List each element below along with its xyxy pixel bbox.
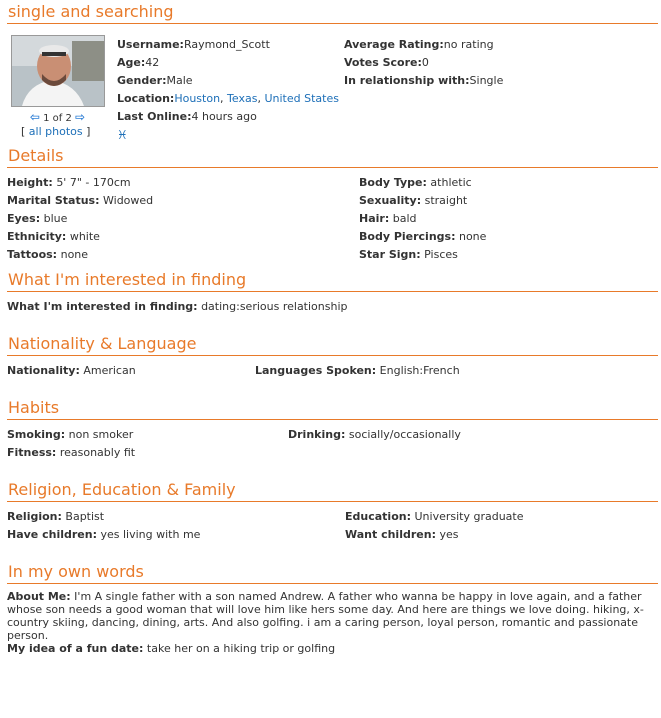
fun-date-label: My idea of a fun date:: [7, 642, 144, 655]
pager-text: 1 of 2: [43, 113, 72, 124]
education-label: Education:: [345, 510, 411, 523]
details-title: Details: [7, 144, 658, 168]
username-value: Raymond_Scott: [183, 38, 270, 51]
fitness-row: [7, 444, 135, 462]
location-label: Location:: [117, 92, 175, 105]
detail-label: Star Sign:: [359, 248, 421, 261]
about-me-value: I'm A single father with a son named Andrew. A father who wanna be happy in love again, and a father whose son needs a good woman that will love him like hers some day. And here are things we love doing. hiking, x-country skiing, dancing, dining, arts. And also golfing. i am a caring person, loyal person, romantic and passionate person.: [7, 590, 644, 642]
all-photos: [21, 125, 90, 138]
rating-value: no rating: [443, 38, 494, 51]
gender-value: Male: [166, 74, 193, 87]
detail-row: [359, 192, 486, 210]
detail-label: Eyes:: [7, 212, 41, 225]
detail-value: white: [69, 230, 100, 243]
detail-label: Sexuality:: [359, 194, 422, 207]
want-children-row: [345, 526, 524, 544]
pisces-icon[interactable]: ♓: [117, 128, 128, 142]
bracket-close: ]: [86, 125, 91, 138]
languages-label: Languages Spoken:: [255, 364, 377, 377]
last-online-value: 4 hours ago: [191, 110, 257, 123]
location-state-link[interactable]: Texas: [227, 92, 258, 105]
gender-row: [117, 72, 339, 90]
interested-row: [7, 298, 348, 316]
drinking-value: socially/occasionally: [348, 428, 461, 441]
profile-photo-image: [12, 36, 104, 106]
nationality-label: Nationality:: [7, 364, 80, 377]
rating-label: Average Rating:: [344, 38, 444, 51]
detail-value: none: [60, 248, 89, 261]
detail-row: [7, 246, 153, 264]
relationship-label: In relationship with:: [344, 74, 470, 87]
education-row: [345, 508, 524, 526]
page-headline: single and searching: [7, 0, 658, 24]
detail-value: blue: [43, 212, 68, 225]
nationality-row: [7, 362, 136, 380]
religion-left: [7, 508, 200, 544]
fun-date-value: take her on a hiking trip or golfing: [146, 642, 336, 655]
want-children-value: yes: [439, 528, 459, 541]
detail-value: bald: [392, 212, 417, 225]
last-online-row: [117, 108, 339, 126]
languages-row: [255, 362, 460, 380]
detail-row: [359, 210, 486, 228]
about-me-label: About Me:: [7, 590, 71, 603]
languages-value: English:French: [379, 364, 460, 377]
religion-section: [7, 502, 661, 560]
smoking-value: non smoker: [68, 428, 134, 441]
interested-section: [7, 292, 661, 332]
gender-label: Gender:: [117, 74, 167, 87]
religion-right: [345, 508, 524, 544]
detail-value: Widowed: [103, 194, 154, 207]
detail-value: 5' 7" - 170cm: [56, 176, 131, 189]
details-right: [359, 174, 486, 264]
profile-photo[interactable]: [11, 35, 105, 107]
detail-value: none: [458, 230, 487, 243]
drinking-row: [288, 426, 461, 444]
detail-label: Ethnicity:: [7, 230, 67, 243]
detail-row: [7, 228, 153, 246]
fitness-value: reasonably fit: [59, 446, 136, 459]
votes-label: Votes Score:: [344, 56, 422, 69]
votes-value: 0: [421, 56, 429, 69]
votes-row: [344, 54, 503, 72]
drinking-label: Drinking:: [288, 428, 346, 441]
age-label: Age:: [117, 56, 146, 69]
interested-value: dating:serious relationship: [201, 300, 348, 313]
detail-row: [7, 210, 153, 228]
next-arrow-icon[interactable]: ⇨: [75, 110, 86, 124]
religion-row: [7, 508, 200, 526]
detail-label: Marital Status:: [7, 194, 100, 207]
religion-value: Baptist: [65, 510, 105, 523]
nationality-value: American: [83, 364, 136, 377]
nationality-title: Nationality & Language: [7, 332, 658, 356]
children-row: [7, 526, 200, 544]
detail-label: Hair:: [359, 212, 390, 225]
photo-pager: [20, 110, 95, 124]
children-value: yes living with me: [100, 528, 201, 541]
detail-row: [359, 246, 486, 264]
star-sign-row: [117, 126, 339, 144]
profile-info-right: [344, 36, 503, 90]
detail-label: Body Type:: [359, 176, 427, 189]
location-row: Location:Houston, Texas, United States: [117, 92, 339, 105]
children-label: Have children:: [7, 528, 97, 541]
smoking-row: [7, 426, 135, 444]
interested-title: What I'm interested in finding: [7, 268, 658, 292]
detail-row: [359, 174, 486, 192]
own-words-title: In my own words: [7, 560, 658, 584]
about-me: [7, 584, 655, 642]
detail-label: Height:: [7, 176, 53, 189]
smoking-label: Smoking:: [7, 428, 66, 441]
fitness-label: Fitness:: [7, 446, 57, 459]
prev-arrow-icon[interactable]: ⇦: [29, 110, 40, 124]
age-row: [117, 54, 339, 72]
habits-section: [7, 420, 661, 478]
detail-row: [7, 192, 153, 210]
religion-label: Religion:: [7, 510, 62, 523]
location-country-link[interactable]: United States: [264, 92, 339, 105]
habits-left: [7, 426, 135, 462]
detail-row: [7, 174, 153, 192]
nationality-section: [7, 356, 661, 396]
details-left: [7, 174, 153, 264]
bracket-open: [: [21, 125, 26, 138]
all-photos-link[interactable]: all photos: [28, 125, 83, 138]
details-section: [7, 168, 661, 268]
fun-date-row: [7, 642, 661, 656]
interested-label: What I'm interested in finding:: [7, 300, 198, 313]
habits-title: Habits: [7, 396, 658, 420]
profile-summary: [7, 24, 661, 144]
rating-row: [344, 36, 503, 54]
age-value: 42: [145, 56, 160, 69]
detail-row: [359, 228, 486, 246]
education-value: University graduate: [414, 510, 524, 523]
relationship-row: [344, 72, 503, 90]
detail-label: Body Piercings:: [359, 230, 456, 243]
religion-title: Religion, Education & Family: [7, 478, 658, 502]
username-row: [117, 36, 339, 54]
profile-info-left: [117, 36, 339, 144]
detail-value: Pisces: [424, 248, 458, 261]
last-online-label: Last Online:: [117, 110, 192, 123]
relationship-value: Single: [469, 74, 504, 87]
detail-label: Tattoos:: [7, 248, 58, 261]
detail-value: straight: [424, 194, 468, 207]
username-label: Username:: [117, 38, 184, 51]
want-children-label: Want children:: [345, 528, 436, 541]
detail-value: athletic: [430, 176, 472, 189]
location-city-link[interactable]: Houston: [174, 92, 221, 105]
